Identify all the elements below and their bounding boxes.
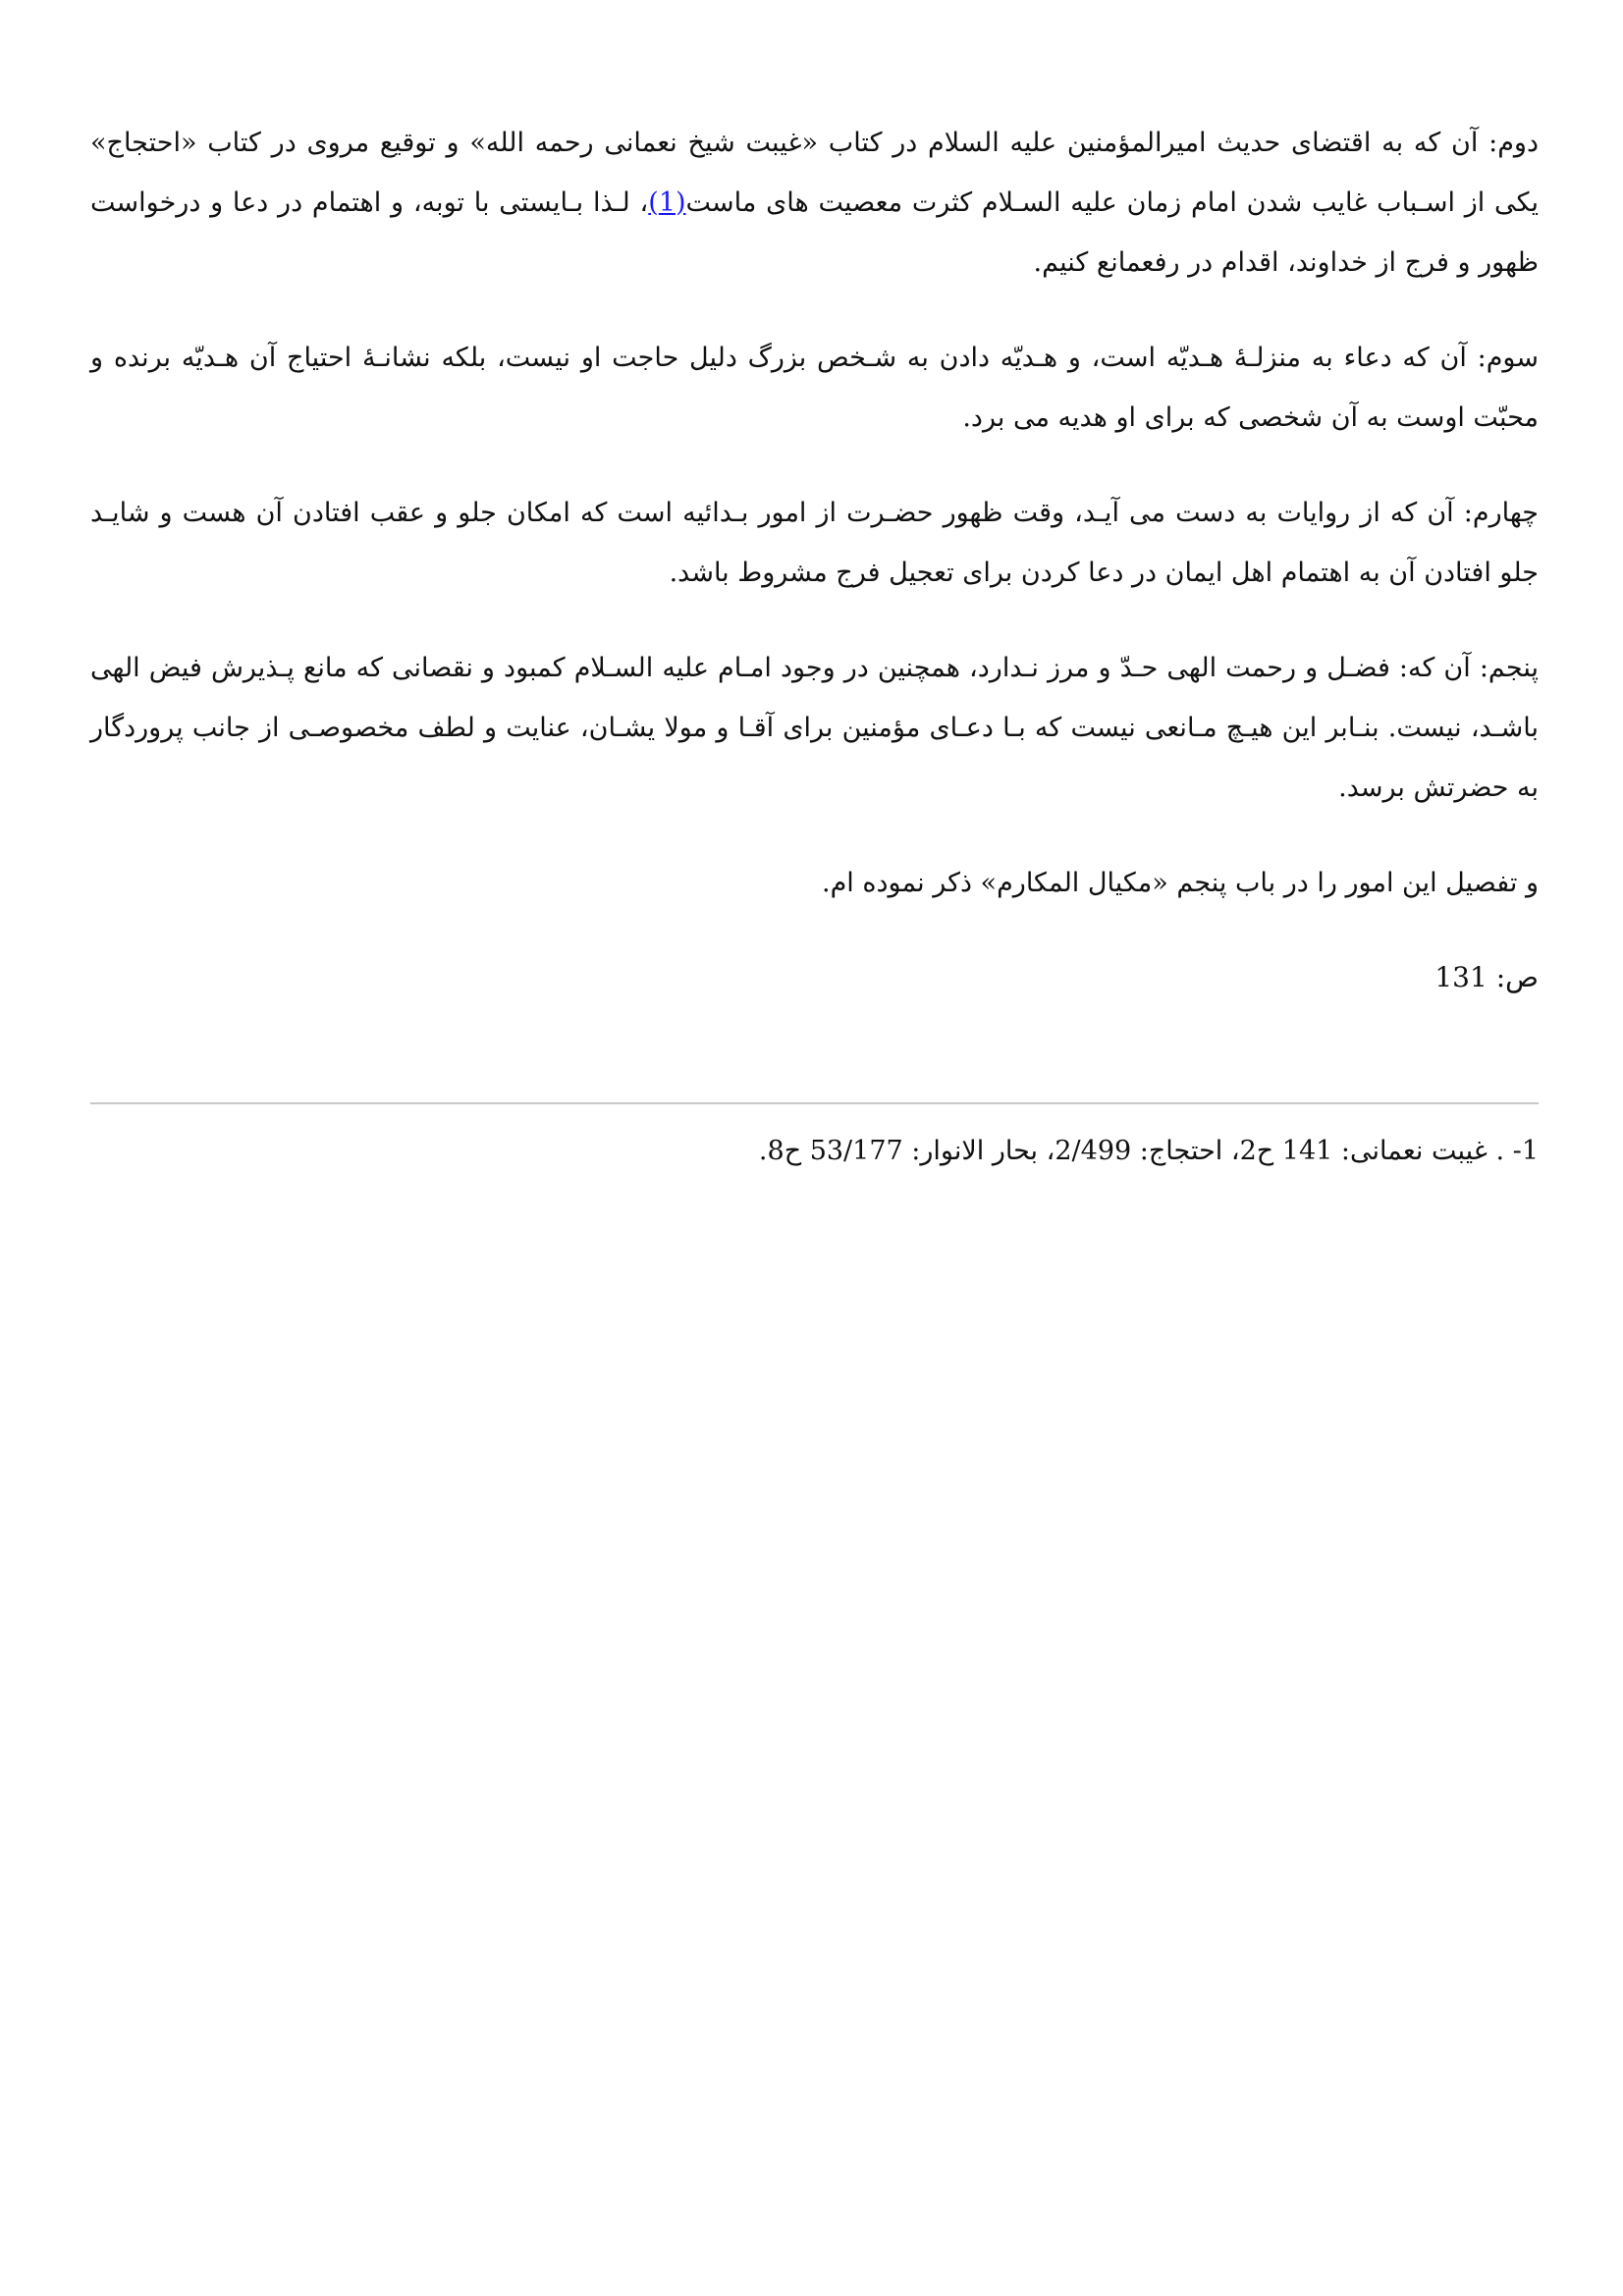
paragraph-third: سوم: آن که دعاء به منزلـۀ هـدیّه است، و هـدیّه دادن به شـخص بزرگ دلیل حاجت او نیست، بلکه نشانـۀ احتیاج آن هـدیّه برنده و محبّت اوست به آن شخصی که برای او هدیه می برد. [90, 343, 1539, 433]
document-body [90, 113, 1539, 1007]
paragraph-fifth: پنجم: آن که: فضـل و رحمت الهی حـدّ و مرز نـدارد، همچنین در وجود امـام علیه السـلام کمبود و نقصانی که مانع پـذیرش فیض الهی باشـد، نیست. بنـابر این هیـچ مـانعی نیست که بـا دعـای مؤمنین برای آقـا و مولا یشـان، عنایت و لطف مخصوصـی از جانب پروردگار به حضرتش برسد. [90, 653, 1539, 803]
footnote-divider [90, 1102, 1539, 1104]
paragraph-detail-note: و تفصیل این امور را در باب پنجم «مکیال المکارم» ذکر نموده ام. [821, 868, 1539, 898]
paragraph-second [90, 113, 1539, 293]
paragraph-second-text-before: دوم: آن که به اقتضای حدیث امیرالمؤمنین علیه السلام در کتاب «غیبت شیخ نعمانی رحمه الله» و توقیع مروی در کتاب «احتجاج» یکی از اسـباب غایب شدن امام زمان علیه السـلام کثرت معصیت های ماست [90, 128, 1539, 218]
page-number: ص: 131 [1434, 961, 1539, 993]
paragraph-second-text-after: ، لـذا بـایستی با توبه، و اهتمام در دعا و درخواست ظهور و فرج از خداوند، اقدام در رفعمانع کنیم. [90, 187, 1539, 278]
paragraph-fourth: چهارم: آن که از روایات به دست می آیـد، وقت ظهور حضـرت از امور بـدائیه است که امکان جلو و عقب افتادن آن هست و شایـد جلو افتادن آن به اهتمام اهل ایمان در دعا کردن برای تعجیل فرج مشروط باشد. [90, 498, 1539, 588]
footnote-link[interactable]: (1) [648, 187, 686, 218]
footnote-text: 1- . غیبت نعمانی: 141 ح2، احتجاج: 2/499، بحار الانوار: 53/177 ح8. [758, 1136, 1539, 1166]
